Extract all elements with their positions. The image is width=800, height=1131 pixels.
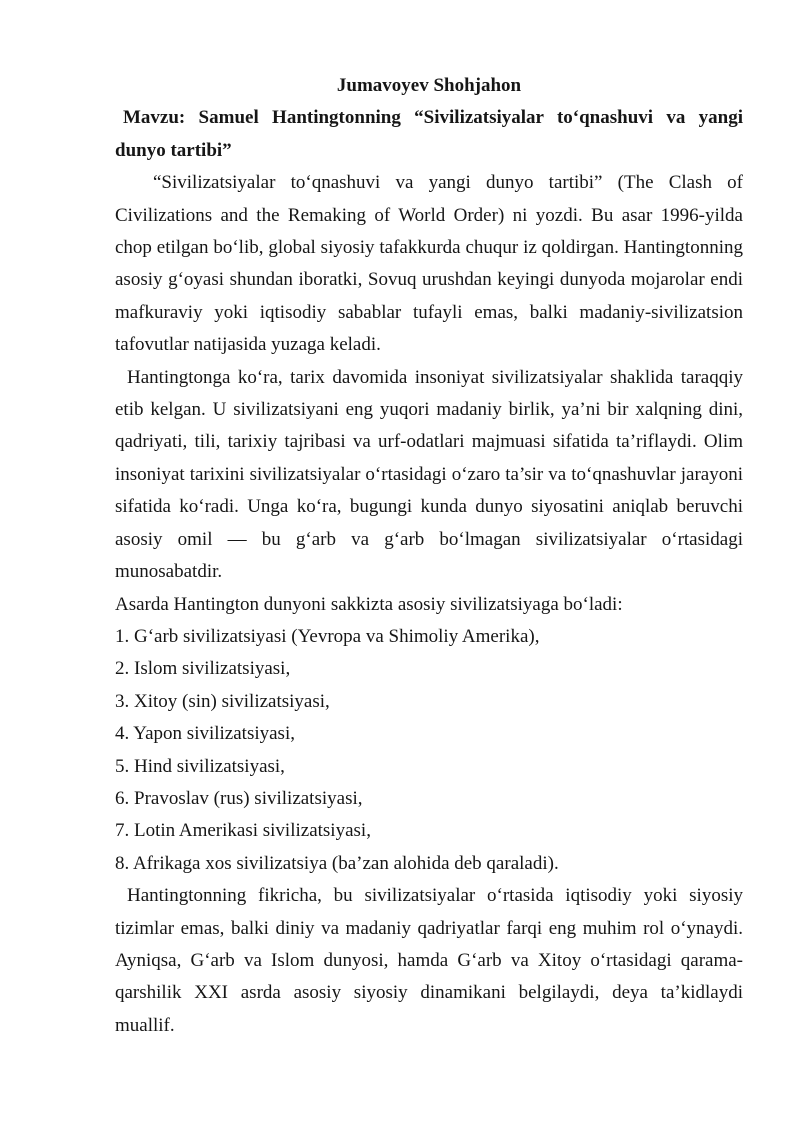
document-content <box>115 70 743 1042</box>
closing-paragraph: Hantingtonning fikricha, bu sivilizatsiyalar o‘rtasida iqtisodiy yoki siyosiy tizimlar emas, balki diniy va madaniy qadriyatlar farqi eng muhim rol o‘ynaydi. Ayniqsa, G‘arb va Islom dunyosi, hamda G‘arb va Xitoy o‘rtasidagi qarama-qarshilik XXI asrda asosiy siyosiy dinamikani belgilaydi, deya ta’kidlaydi muallif. <box>115 885 743 1036</box>
list-item-chinese: 3. Xitoy (sin) sivilizatsiyasi, <box>115 690 330 712</box>
author-title: Jumavoyev Shohjahon <box>336 75 522 96</box>
list-item-western: 1. G‘arb sivilizatsiyasi (Yevropa va Shimoliy Amerika), <box>115 625 540 647</box>
list-item-japanese: 4. Yapon sivilizatsiyasi, <box>115 723 295 745</box>
list-item-hindu: 5. Hind sivilizatsiyasi, <box>115 755 285 777</box>
civilization-list-intro: Asarda Hantington dunyoni sakkizta asosiy sivilizatsiyaga bo‘ladi: <box>115 593 623 615</box>
paragraph-civilization-definition: Hantingtonga ko‘ra, tarix davomida insoniyat sivilizatsiyalar shaklida taraqqiy etib kelgan. U sivilizatsiyani eng yuqori madaniy birlik, ya’ni bir xalqning dini, qadriyati, tili, tarixiy tajribasi va urf-odatlari majmuasi sifatida ta’riflaydi. Olim insoniyat tarixini sivilizatsiyalar o‘rtasidagi o‘zaro ta’sir va to‘qnashuvlar jarayoni sifatida ko‘radi. Unga ko‘ra, bugungi kunda dunyo siyosatini aniqlab beruvchi asosiy omil — bu g‘arb va g‘arb bo‘lmagan sivilizatsiyalar o‘rtasidagi munosabatdir. <box>115 366 743 583</box>
list-item-orthodox: 6. Pravoslav (rus) sivilizatsiyasi, <box>115 787 363 809</box>
list-item-latin-american: 7. Lotin Amerikasi sivilizatsiyasi, <box>115 820 371 842</box>
list-item-african: 8. Afrikaga xos sivilizatsiya (ba’zan alohida deb qaraladi). <box>115 852 559 874</box>
topic-heading: Mavzu: Samuel Hantingtonning “Sivilizatsiyalar to‘qnashuvi va yangi dunyo tartibi” <box>115 107 743 161</box>
civilization-list <box>115 621 743 880</box>
paragraph-book-overview: “Sivilizatsiyalar to‘qnashuvi va yangi dunyo tartibi” (The Clash of Civilizations and the Remaking of World Order) ni yozdi. Bu asar 1996-yilda chop etilgan bo‘lib, global siyosiy tafakkurda chuqur iz qoldirgan. Hantingtonning asosiy g‘oyasi shundan iboratki, Sovuq urushdan keyingi dunyoda mojarolar endi mafkuraviy yoki iqtisodiy sabablar tufayli emas, balki madaniy-sivilizatsion tafovutlar natijasida yuzaga keladi. <box>115 172 743 356</box>
list-item-islamic: 2. Islom sivilizatsiyasi, <box>115 658 291 680</box>
